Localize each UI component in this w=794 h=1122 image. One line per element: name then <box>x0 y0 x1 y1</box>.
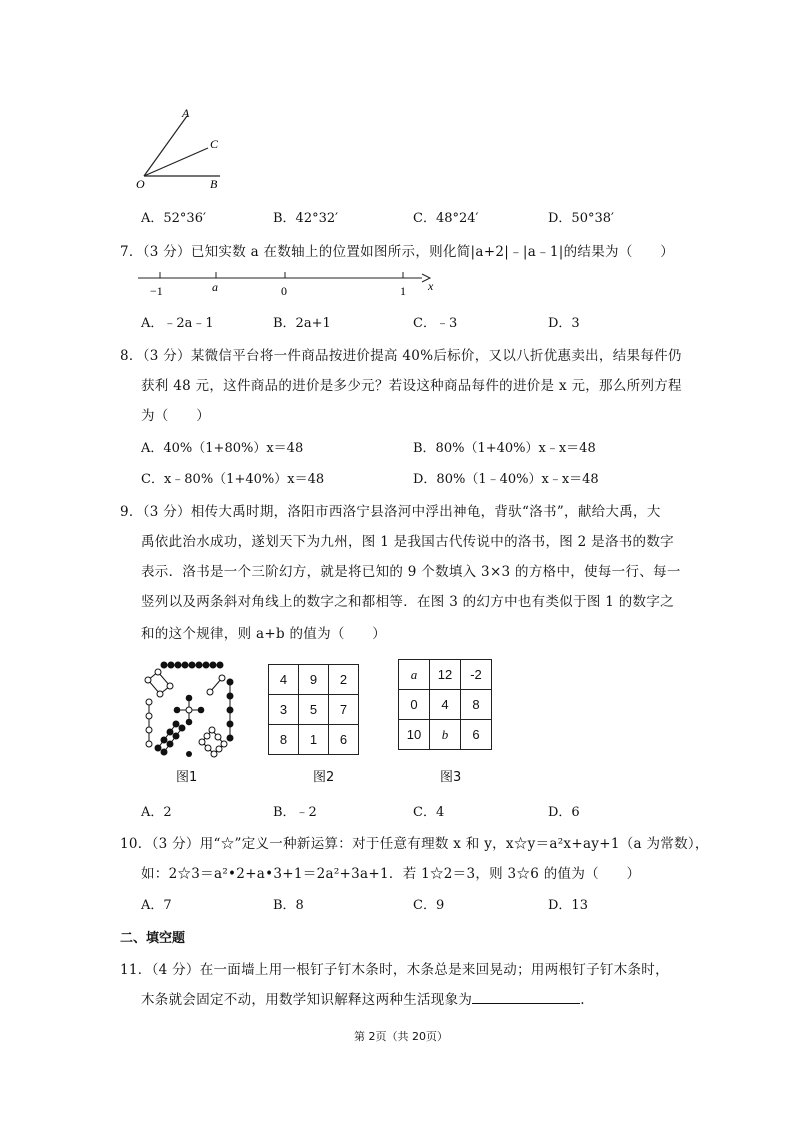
tick-label-zero: 0 <box>281 284 287 298</box>
label-b: B <box>210 177 218 191</box>
grid3-cell: -2 <box>461 660 492 690</box>
q6-option-b[interactable]: B．42°32′ <box>273 211 339 226</box>
q7-option-a[interactable]: A．﹣2a﹣1 <box>141 316 214 331</box>
luoshu-right-chain <box>227 679 233 741</box>
q11-answer-blank[interactable] <box>472 991 580 1004</box>
q11-line-2-end: . <box>580 992 585 1008</box>
section-title: 二、填空题 <box>120 931 186 946</box>
q9-line-5: 和的这个规律，则 a+b 的值为（ ） <box>141 626 387 642</box>
luoshu-center-cross <box>174 695 204 725</box>
q8-option-a[interactable]: A．40%（1+80%）x＝48 <box>141 441 304 456</box>
tick-label-a: a <box>212 280 218 294</box>
q9-line-1: 9．（3 分）相传大禹时期，洛阳市西洛宁县洛河中浮出神龟，背驮“洛书”，献给大禹，大 <box>120 504 661 520</box>
tick-label-minus-one: −1 <box>150 284 163 298</box>
grid3-cell: 6 <box>461 720 492 750</box>
grid2-cell: 6 <box>329 725 359 755</box>
luoshu-top-left-diamond <box>145 669 173 697</box>
fig1-caption: 图1 <box>176 770 198 785</box>
q10-option-c[interactable]: C．9 <box>413 898 445 913</box>
q8-option-c[interactable]: C．x﹣80%（1+40%）x＝48 <box>141 472 325 487</box>
grid2-row <box>269 665 359 695</box>
luoshu-bottom-right-diamond <box>199 727 227 757</box>
q9-option-d[interactable]: D．6 <box>548 805 580 820</box>
angle-figure <box>132 104 232 196</box>
q11-line-1: 11．（4 分）在一面墙上用一根钉子钉木条时，木条总是来回晃动；用两根钉子钉木条时， <box>120 962 669 978</box>
magic-square-unknown-grid <box>398 659 492 750</box>
luoshu-bottom-left-block <box>155 721 185 755</box>
q11-line-2-text: 木条就会固定不动，用数学知识解释这两种生活现象为 <box>141 992 473 1008</box>
q8-line-1: 8．（3 分）某微信平台将一件商品按进价提高 40%后标价，又以八折优惠卖出，结果每件仍 <box>120 348 682 364</box>
q9-line-2: 禹依此治水成功，遂划天下为九州，图 1 是我国古代传说中的洛书，图 2 是洛书的数字 <box>141 534 674 550</box>
grid2-cell: 4 <box>269 665 299 695</box>
q11-line-2 <box>141 988 585 1008</box>
grid2-cell: 7 <box>329 695 359 725</box>
q10-option-a[interactable]: A．7 <box>141 898 172 913</box>
label-a: A <box>182 106 190 120</box>
q6-option-a[interactable]: A．52°36′ <box>141 211 206 226</box>
page-footer: 第 2页（共 20页） <box>354 1030 448 1043</box>
q6-option-d[interactable]: D．50°38′ <box>548 211 614 226</box>
luoshu-top-chain <box>161 662 223 668</box>
q10-line-2: 如：2☆3＝a²•2+a•3+1＝2a²+3a+1．若 1☆2＝3，则 3☆6 的值为（ ） <box>141 866 641 882</box>
grid2-row <box>269 725 359 755</box>
grid3-cell: 8 <box>461 690 492 720</box>
fig2-caption: 图2 <box>313 770 335 785</box>
luoshu-top-right-pair <box>207 675 225 695</box>
q8-option-b[interactable]: B．80%（1+40%）x﹣x＝48 <box>413 441 596 456</box>
grid3-cell: 10 <box>399 720 430 750</box>
grid3-cell: 4 <box>430 690 461 720</box>
q7-option-d[interactable]: D．3 <box>548 316 580 331</box>
grid2-cell: 8 <box>269 725 299 755</box>
grid3-cell: a <box>399 660 430 690</box>
q10-option-d[interactable]: D．13 <box>548 898 588 913</box>
luoshu-bottom-dot <box>186 751 192 757</box>
grid3-row <box>399 660 492 690</box>
q9-option-b[interactable]: B．﹣2 <box>273 805 317 820</box>
q10-option-b[interactable]: B．8 <box>273 898 304 913</box>
luoshu-figure <box>136 658 242 764</box>
q9-option-c[interactable]: C．4 <box>413 805 445 820</box>
q8-line-2: 获利 48 元，这件商品的进价是多少元？若设这种商品每件的进价是 x 元，那么所列方程 <box>141 378 682 394</box>
magic-square-grid <box>268 664 359 755</box>
q8-option-d[interactable]: D．80%（1﹣40%）x﹣x＝48 <box>413 472 599 487</box>
tick-label-one: 1 <box>400 284 406 298</box>
luoshu-left-chain <box>146 699 152 747</box>
q9-line-4: 竖列以及两条斜对角线上的数字之和都相等．在图 3 的幻方中也有类似于图 1 的数字之 <box>141 594 674 610</box>
q8-line-3: 为（ ） <box>141 408 210 424</box>
grid3-cell: 0 <box>399 690 430 720</box>
grid3-cell: b <box>430 720 461 750</box>
grid3-cell: 12 <box>430 660 461 690</box>
fig3-caption: 图3 <box>440 770 462 785</box>
q7-option-b[interactable]: B．2a+1 <box>273 316 331 331</box>
grid2-cell: 2 <box>329 665 359 695</box>
q6-option-c[interactable]: C．48°24′ <box>413 211 479 226</box>
q7-text: 7．（3 分）已知实数 a 在数轴上的位置如图所示，则化简|a+2|﹣|a﹣1|的结果为（ ） <box>120 244 675 260</box>
label-c: C <box>210 137 219 151</box>
q10-line-1: 10．（3 分）用“☆”定义一种新运算：对于任意有理数 x 和 y，x☆y＝a²x+ay+1（a 为常数）， <box>120 836 709 852</box>
q7-option-c[interactable]: C．﹣3 <box>413 316 458 331</box>
number-line <box>138 268 448 302</box>
grid2-cell: 3 <box>269 695 299 725</box>
grid2-cell: 1 <box>299 725 329 755</box>
q9-option-a[interactable]: A．2 <box>141 805 172 820</box>
label-o: O <box>136 177 145 191</box>
axis-label-x: x <box>428 279 434 293</box>
grid2-cell: 5 <box>299 695 329 725</box>
grid3-row <box>399 720 492 750</box>
grid3-row <box>399 690 492 720</box>
q9-line-3: 表示．洛书是一个三阶幻方，就是将已知的 9 个数填入 3×3 的方格中，使每一行、每一 <box>141 564 681 580</box>
grid2-row <box>269 695 359 725</box>
grid2-cell: 9 <box>299 665 329 695</box>
